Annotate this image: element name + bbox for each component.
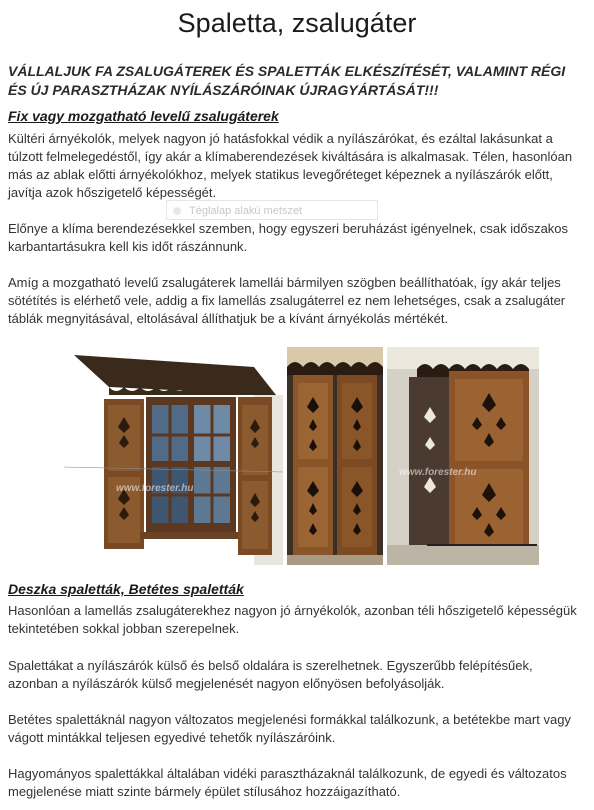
shutter-photo-open [387, 347, 539, 565]
page-title: Spaletta, zsalugáter [177, 8, 417, 38]
paragraph-2: Előnye a klíma berendezésekkel szemben, hogy egyszeri beruházást igényelnek, csak időszakos karbantartásukra kell kis időt rászánnunk. [8, 221, 569, 254]
paragraph-5: Spalettákat a nyílászárók külső és belső oldalára is szerelhetnek. Egyszerűbb felépítésűek, azonban a nyílászárók külső megjelenését nagyon előnyösen befolyásolják. [8, 658, 533, 691]
tooltip-text: Téglalap alakú metszet [189, 205, 303, 217]
paragraph-6: Betétes spalettáknál nagyon változatos megjelenési formákkal találkozunk, a betétekbe mart vagy vágott mintákkal teljesen egyedivé tehetők nyílászáróink. [8, 712, 571, 745]
image-tooltip [166, 200, 378, 220]
paragraph-4: Hasonlóan a lamellás zsalugáterekhez nagyon jó árnyékolók, azonban téli hőszigetelő képességük tekintetében sokkal jobban szerepelnek. [8, 603, 577, 636]
shutter-photo-closed [287, 347, 383, 565]
section-heading-zsaluzater: Fix vagy mozgatható levelű zsalugáterek [8, 108, 279, 124]
shutter-photo-window [54, 347, 283, 565]
section-heading-spaletta: Deszka spaletták, Betétes spaletták [8, 581, 244, 597]
tooltip-icon [173, 207, 181, 215]
watermark-text: www.forester.hu [399, 467, 477, 478]
paragraph-7: Hagyományos spalettákkal általában vidéki parasztházaknál találkozunk, de egyedi és változatos megjelenése miatt szinte bármely épület stílusához hozzáigazítható. [8, 766, 567, 799]
watermark-text: www.forester.hu [116, 483, 194, 494]
lead-text: VÁLLALJUK FA ZSALUGÁTEREK ÉS SPALETTÁK ELKÉSZÍTÉSÉT, VALAMINT RÉGI ÉS ÚJ PARASZTHÁZAK NYÍLÁSZÁRÓINAK ÚJRAGYÁRTÁSÁT!!! [8, 63, 566, 98]
paragraph-1: Kültéri árnyékolók, melyek nagyon jó hatásfokkal védik a nyílászárókat, és ezáltal lakásunkat a túlzott felmelegedéstől, így akár a klímaberendezések kiváltására is alkalmasak. Télen, hasonlóan más az ablak előtti árnyékolókhoz, melyek statikus levegőréteget képeznek a nyílászárók előtt, javítja azok hőszigetelő képességét. [8, 131, 573, 200]
paragraph-3: Amíg a mozgatható levelű zsalugáterek lamellái bármilyen szögben beállíthatóak, így akár teljes sötétítés is elérhető vele, addig a fix lamellás zsalugáterrel ez nem lehetséges, csak a zsalugáter táblák megnyitásával, eltolásával állíthatjuk be a kívánt árnyékolás mértékét. [8, 275, 566, 326]
